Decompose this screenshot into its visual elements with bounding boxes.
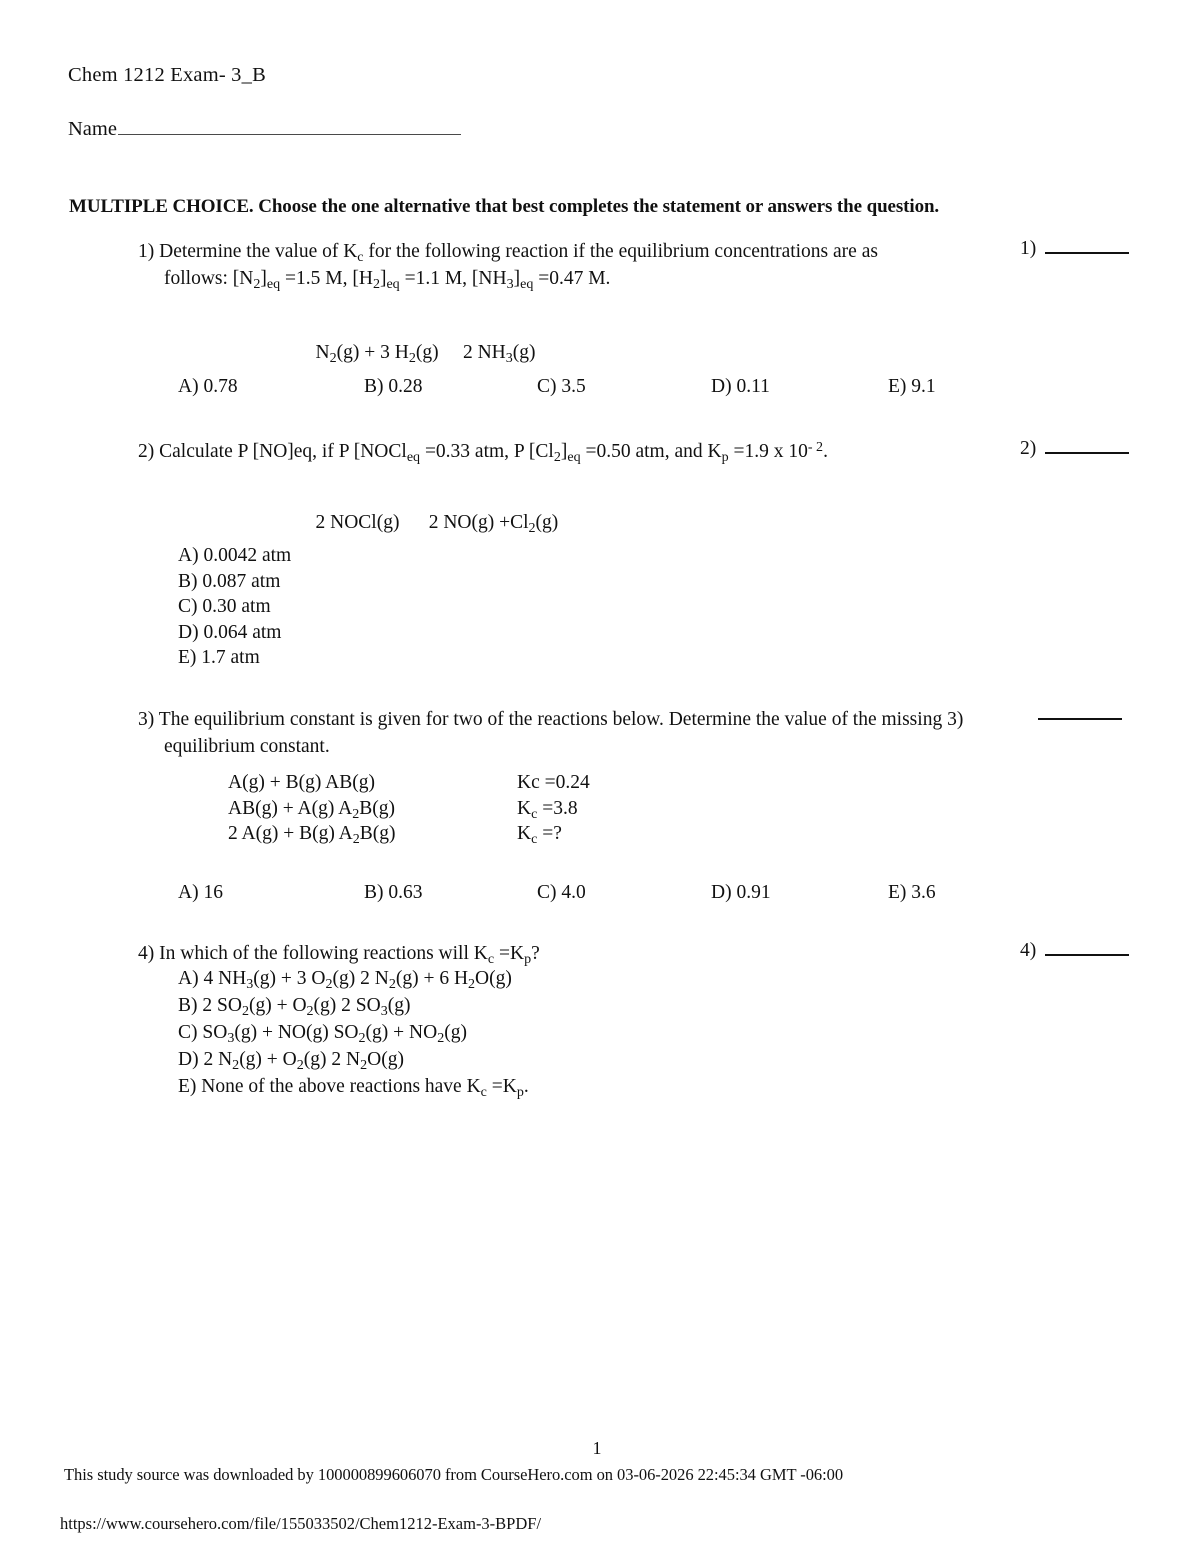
reaction-1-k-symbol: Kc — [517, 772, 540, 793]
question-4-option-b[interactable] — [178, 992, 529, 1019]
q1-l2-s2: 2 — [372, 276, 380, 293]
q4-b-3: (g) 2 SO — [313, 995, 381, 1016]
question-1-line1-b: for the following reaction if the equilibrium concentrations are as — [363, 241, 878, 262]
q1-eq-a: N — [315, 342, 330, 363]
q4-a-1: 4 NH — [203, 968, 247, 989]
q4-d-sub2: 2 — [296, 1057, 304, 1074]
answer-blank-1-label: 1) — [1020, 238, 1037, 259]
question-3-line1: The equilibrium constant is given for two of the reactions below. Determine the value of the missing 3) — [158, 709, 964, 730]
question-2-option-a[interactable]: A) 0.0042 atm — [178, 545, 292, 566]
answer-blank-3[interactable] — [1038, 706, 1122, 720]
q1-eq-c-sub: 3 — [505, 350, 513, 367]
q4-b-4: (g) — [387, 995, 411, 1016]
answer-blank-3-line[interactable] — [1038, 706, 1122, 720]
q4-a-sub2: 2 — [325, 976, 333, 993]
answer-blank-2-line[interactable] — [1045, 440, 1129, 454]
question-1-option-c[interactable]: C) 3.5 — [537, 376, 586, 397]
q1-l2-s3: 3 — [506, 276, 514, 293]
question-1-line1-a: Determine the value of K — [159, 241, 358, 262]
q2-sub3: p — [721, 449, 729, 466]
name-label: Name — [68, 118, 117, 140]
question-4-options — [178, 965, 529, 1100]
q4-e-3: . — [523, 1076, 529, 1097]
reaction-2-post: B(g) — [359, 797, 395, 819]
q2-sub1: eq — [406, 449, 421, 466]
reaction-3-pre: 2 A(g) + B(g) A — [228, 823, 353, 844]
reaction-2-pre: AB(g) + A(g) A — [228, 797, 353, 819]
q1-l2-p5: ] — [513, 268, 521, 289]
name-blank-line[interactable] — [118, 120, 461, 135]
question-3 — [138, 706, 1043, 760]
question-2-text — [159, 439, 828, 466]
answer-blank-4[interactable] — [1020, 940, 1129, 962]
page-title: Chem 1212 Exam- 3_B — [68, 64, 266, 86]
question-1-option-d[interactable]: D) 0.11 — [711, 376, 770, 397]
reaction-3-sub: 2 — [352, 831, 360, 848]
q1-l2-p4: =1.1 M, [NH — [399, 268, 507, 289]
q4-d-sub3: 2 — [360, 1057, 368, 1074]
reaction-1-constant — [517, 772, 590, 794]
q2-eq-b: (g) — [535, 512, 559, 533]
q4-d-label: D) — [178, 1049, 204, 1070]
q2-eq-a-sub: 2 — [528, 520, 536, 537]
question-3-option-d[interactable]: D) 0.91 — [711, 882, 771, 903]
q4-a-3: (g) 2 N — [332, 968, 389, 989]
q2-sup1: - 2 — [807, 439, 824, 456]
question-3-option-e[interactable]: E) 3.6 — [888, 882, 936, 903]
question-2-option-b[interactable]: B) 0.087 atm — [178, 570, 281, 592]
q4-b-label: B) — [178, 995, 203, 1016]
q2-lead: Calculate P [NO]eq, if P [NOCl — [159, 441, 407, 462]
question-4 — [138, 940, 1018, 967]
q4-d-sub1: 2 — [232, 1057, 240, 1074]
question-1-text — [159, 241, 878, 266]
reaction-2-constant — [517, 798, 578, 820]
name-field-row — [68, 118, 461, 141]
q1-eq-b: (g) + 3 H — [336, 342, 409, 363]
reaction-3-post: B(g) — [359, 823, 396, 844]
page-number: 1 — [592, 1438, 602, 1458]
question-1 — [138, 238, 1018, 292]
question-4-option-d[interactable] — [178, 1046, 529, 1073]
q2-p3: =0.50 atm, and K — [580, 441, 722, 462]
q4-sub2: p — [524, 951, 532, 968]
q4-b-sub3: 3 — [380, 1003, 388, 1020]
q4-e-label: E) — [178, 1076, 202, 1097]
answer-blank-1[interactable] — [1020, 238, 1129, 260]
question-1-option-a[interactable]: A) 0.78 — [178, 376, 238, 397]
q4-a-4: (g) + 6 H — [395, 968, 469, 989]
reaction-2-k-sub: c — [531, 805, 538, 822]
q4-d-2: (g) + O — [239, 1049, 297, 1070]
question-4-number: 4) — [138, 943, 155, 964]
q1-l2-p1: ] — [260, 268, 267, 289]
reaction-2-sub: 2 — [352, 805, 360, 822]
question-1-line2 — [138, 265, 1018, 292]
q4-c-sub2: 2 — [358, 1030, 366, 1047]
question-3-number: 3) — [138, 709, 155, 730]
q4-b-sub1: 2 — [241, 1003, 249, 1020]
q4-c-sub1: 3 — [227, 1030, 235, 1047]
question-2-option-e[interactable]: E) 1.7 atm — [178, 647, 260, 668]
q4-a-2: (g) + 3 O — [253, 968, 326, 989]
reaction-1-equation: A(g) + B(g) AB(g) — [228, 772, 375, 793]
reaction-2-k-value: =3.8 — [537, 797, 578, 819]
reaction-3-equation — [228, 823, 396, 848]
reaction-2-equation — [228, 798, 395, 820]
q1-eq-a-sub: 2 — [329, 350, 337, 367]
question-3-option-a[interactable]: A) 16 — [178, 882, 223, 903]
q4-e-sub2: p — [516, 1084, 524, 1101]
q4-a-sub3: 2 — [388, 976, 396, 993]
q4-a-label: A) — [178, 968, 204, 989]
q4-c-label: C) — [178, 1022, 203, 1043]
q2-p2: ] — [560, 441, 568, 462]
q1-l2-lead: follows: [N — [164, 268, 254, 289]
q1-eq-b-sub: 2 — [408, 350, 416, 367]
q4-p1: =K — [494, 943, 525, 964]
question-1-options — [178, 376, 978, 402]
question-4-text — [159, 943, 540, 968]
q4-p2: ? — [531, 943, 540, 964]
q4-lead: In which of the following reactions will K — [159, 943, 488, 964]
q2-s1: 2 — [553, 449, 561, 466]
q2-p4: =1.9 x 10 — [728, 441, 808, 462]
reaction-2-k-symbol: K — [517, 797, 532, 819]
answer-blank-2-label: 2) — [1020, 438, 1037, 459]
question-3-option-c[interactable]: C) 4.0 — [537, 882, 586, 903]
question-4-option-a[interactable] — [178, 965, 529, 992]
question-3-line2: equilibrium constant. — [164, 736, 330, 757]
reaction-3-k-symbol: K — [517, 823, 532, 844]
reaction-3-k-value: =? — [537, 823, 562, 844]
question-4-option-c[interactable] — [178, 1019, 529, 1046]
q2-p1: =0.33 atm, P [Cl — [420, 441, 554, 462]
q4-sub1: c — [487, 951, 495, 968]
reaction-1-k-value: =0.24 — [539, 772, 590, 793]
question-1-option-b[interactable]: B) 0.28 — [364, 376, 423, 397]
q4-c-2: (g) + NO(g) SO — [234, 1022, 359, 1043]
question-2-option-c[interactable]: C) 0.30 atm — [178, 596, 271, 617]
q2-sub2: eq — [567, 449, 581, 466]
q2-eq-a: 2 NOCl(g) 2 NO(g) +Cl — [315, 512, 529, 533]
question-2-options — [178, 543, 291, 671]
q4-e-2: =K — [486, 1076, 517, 1097]
q4-c-3: (g) + NO — [365, 1022, 438, 1043]
q1-l2-sub3: eq — [520, 276, 534, 293]
q4-a-sub4: 2 — [468, 976, 476, 993]
q1-l2-p6: =0.47 M. — [533, 268, 611, 289]
q4-d-1: 2 N — [203, 1049, 233, 1070]
q1-l2-sub2: eq — [386, 276, 400, 293]
q4-a-5: O(g) — [475, 968, 512, 989]
question-3-options — [178, 882, 978, 908]
q4-e-sub1: c — [480, 1084, 487, 1101]
reaction-3-constant — [517, 823, 562, 848]
q1-l2-p2: =1.5 M, [H — [280, 268, 373, 289]
question-2-equation — [296, 490, 558, 556]
question-3-option-b[interactable]: B) 0.63 — [364, 882, 423, 903]
question-2-option-d[interactable]: D) 0.064 atm — [178, 621, 282, 643]
download-watermark-note: This study source was downloaded by 100000899606070 from CourseHero.com on 03-06-2026 22:45:34 GMT -06:00 — [64, 1465, 844, 1484]
source-url[interactable]: https://www.coursehero.com/file/155033502/Chem1212-Exam-3-BPDF/ — [60, 1514, 542, 1533]
question-4-option-e[interactable] — [178, 1073, 529, 1100]
question-2-number: 2) — [138, 441, 155, 462]
reaction-3-k-sub: c — [531, 831, 538, 848]
q4-d-4: O(g) — [367, 1049, 404, 1070]
q1-l2-s1: 2 — [253, 276, 261, 293]
q1-eq-d: (g) — [512, 342, 536, 363]
q2-p5: . — [823, 441, 828, 462]
instructions-text: MULTIPLE CHOICE. Choose the one alternative that best completes the statement or answers the question. — [69, 196, 940, 217]
answer-blank-2[interactable] — [1020, 438, 1129, 460]
answer-blank-4-label: 4) — [1020, 940, 1037, 961]
q1-l2-sub1: eq — [266, 276, 281, 293]
q4-d-3: (g) 2 N — [303, 1049, 361, 1070]
question-2 — [138, 438, 1018, 465]
q4-a-sub1: 3 — [246, 976, 254, 993]
q4-c-sub3: 2 — [437, 1030, 445, 1047]
answer-blank-1-line[interactable] — [1045, 240, 1129, 254]
q4-c-4: (g) — [444, 1022, 467, 1043]
answer-blank-4-line[interactable] — [1045, 942, 1129, 956]
question-1-option-e[interactable]: E) 9.1 — [888, 376, 936, 397]
q1-l2-p3: ] — [379, 268, 387, 289]
q4-e-1: None of the above reactions have K — [201, 1076, 481, 1097]
question-1-sub-c: c — [357, 249, 364, 266]
q4-b-1: 2 SO — [202, 995, 242, 1016]
q4-b-sub2: 2 — [306, 1003, 314, 1020]
question-1-number: 1) — [138, 241, 155, 262]
q4-b-2: (g) + O — [248, 995, 307, 1016]
q1-eq-c: (g) 2 NH — [415, 342, 506, 363]
q4-c-1: SO — [202, 1022, 228, 1043]
